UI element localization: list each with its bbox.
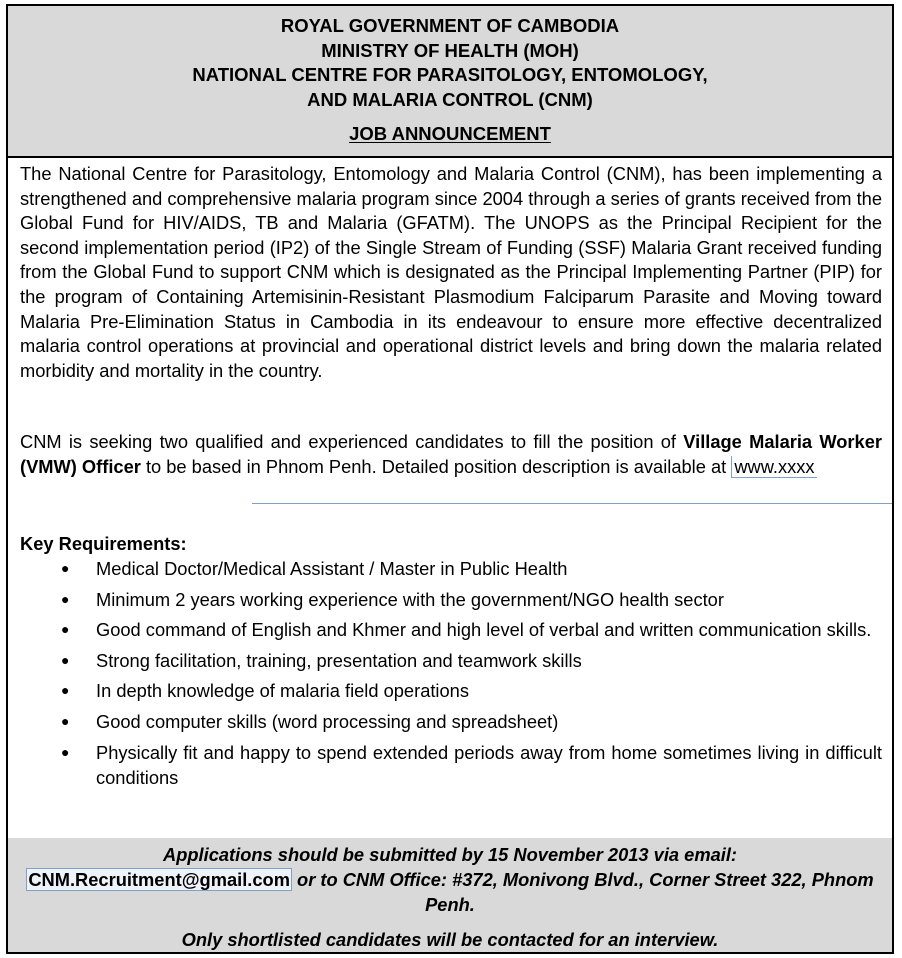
intro-paragraph: The National Centre for Parasitology, Entomology and Malaria Control (CNM), has been implementing a strengthened and comprehensive malaria program since 2004 through a series of grants received from the Global Fund for HIV/AIDS, TB and Malaria (GFATM). The UNOPS as the Principal Recipient for the second implementation period (IP2) of the Single Stream of Funding (SSF) Malaria Grant received funding from the Global Fund to support CNM which is designated as the Principal Implementing Partner (PIP) for the program of Containing Artemisinin-Resistant Plasmodium Falciparum Parasite and Moving toward Malaria Pre-Elimination Status in Cambodia in its endeavour to ensure more effective decentralized malaria control operations at provincial and operational district levels and bring down the malaria related morbidity and mortality in the country. [20,163,882,381]
application-contact-line [8,867,892,917]
header-line-malaria-control: AND MALARIA CONTROL (CNM) [307,88,593,110]
document-header [8,6,892,158]
bullet-icon: ● [61,651,70,668]
bullet-icon: ● [61,621,70,638]
list-item [8,678,882,703]
header-line-government: ROYAL GOVERNMENT OF CAMBODIA [280,15,620,36]
application-deadline-line: Applications should be submitted by 15 November 2013 via email: [163,844,737,865]
job-announcement-title: JOB ANNOUNCEMENT [349,123,551,144]
bullet-icon: ● [61,682,70,699]
office-address-text: or to CNM Office: #372, Monivong Blvd., Corner Street 322, Phnom Penh. [291,869,874,915]
requirement-text: Minimum 2 years working experience with the government/NGO health sector [96,588,724,610]
list-item [8,587,882,612]
document-body [8,156,892,840]
bullet-icon: ● [61,712,70,729]
position-description-link[interactable]: www.xxxx [731,456,816,478]
recruitment-email-link[interactable]: CNM.Recruitment@gmail.com [28,869,290,890]
position-paragraph [20,430,882,479]
header-line-centre: NATIONAL CENTRE FOR PARASITOLOGY, ENTOMOLOGY, [192,64,708,85]
requirement-text: Physically fit and happy to spend extended periods away from home sometimes living in difficult conditions [96,741,882,788]
list-item [8,709,882,734]
position-title: Village Malaria Worker (VMW) Officer [20,431,882,477]
requirement-text: Good computer skills (word processing and spreadsheet) [96,710,559,732]
bullet-icon: ● [61,590,70,607]
shortlist-note: Only shortlisted candidates will be contacted for an interview. [181,929,719,950]
requirement-text: Good command of English and Khmer and high level of verbal and written communication skills. [96,619,872,641]
document-footer [8,838,892,952]
link-field-border [252,503,892,504]
list-item [8,648,882,673]
list-item [8,617,882,642]
requirement-text: Medical Doctor/Medical Assistant / Master in Public Health [96,558,568,579]
bullet-icon: ● [61,560,70,576]
list-item [8,556,882,581]
list-item [8,740,882,790]
header-line-ministry: MINISTRY OF HEALTH (MOH) [321,39,579,61]
bullet-icon: ● [61,743,70,760]
position-text-before: CNM is seeking two qualified and experienced candidates to fill the position of [20,431,684,452]
key-requirements-heading: Key Requirements: [20,533,187,554]
requirement-text: In depth knowledge of malaria field operations [96,680,469,702]
position-text-after: to be based in Phnom Penh. Detailed position description is available at [140,455,732,477]
job-announcement-document [6,4,894,954]
requirements-list [8,556,882,795]
requirement-text: Strong facilitation, training, presentation and teamwork skills [96,649,582,671]
